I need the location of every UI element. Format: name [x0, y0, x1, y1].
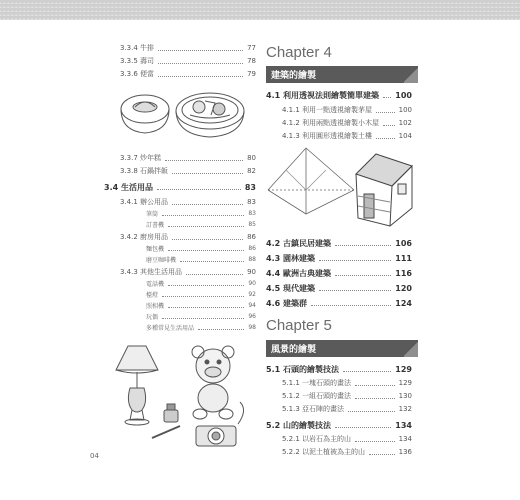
bento-illustration — [115, 85, 255, 147]
toc-entry[interactable]: 3.3.6 便當 79 — [120, 70, 256, 78]
page-number: 04 — [90, 452, 99, 460]
toc-subentry[interactable]: 照相機 94 — [146, 302, 256, 310]
toc-entry[interactable]: 4.1.2 利用兩點透視繪製小木屋 102 — [282, 119, 412, 127]
toc-subentry[interactable]: 電話機 90 — [146, 280, 256, 288]
toc-entry[interactable]: 4.1.1 利用一點透視繪製茅屋 100 — [282, 106, 412, 114]
toc-subentry[interactable]: 訂書機 85 — [146, 221, 256, 229]
toc-entry[interactable]: 5.2.1 以岩石為主的山 134 — [282, 435, 412, 443]
toc-section[interactable]: 5.2 山的繪製技法 134 — [266, 421, 412, 430]
toc-entry[interactable]: 5.1.2 一組石頭的畫法 130 — [282, 392, 412, 400]
toc-section[interactable]: 5.1 石頭的繪製技法 129 — [266, 365, 412, 374]
toc-entry[interactable]: 5.1.1 一塊石頭的畫法 129 — [282, 379, 412, 387]
toc-section[interactable]: 3.4 生活用品 83 — [104, 183, 256, 192]
toc-section[interactable]: 4.6 建築群 124 — [266, 299, 412, 308]
toc-subentry[interactable]: 麵包機 86 — [146, 245, 256, 253]
bar-corner-decoration — [404, 66, 418, 83]
toc-entry[interactable]: 3.3.4 牛排 77 — [120, 44, 256, 52]
toc-entry[interactable]: 5.2.2 以泥土植被為主的山 136 — [282, 448, 412, 456]
toc-section[interactable]: 4.1 利用透視法則繪製簡單建築 100 — [266, 91, 412, 100]
toc-entry[interactable]: 3.3.5 壽司 78 — [120, 57, 256, 65]
chapter4-heading-bar — [266, 66, 418, 83]
toc-entry[interactable]: 3.3.7 炒年糕 80 — [120, 154, 256, 162]
toc-entry[interactable]: 4.1.3 利用圓形透視繪製土樓 104 — [282, 132, 412, 140]
bar-corner-decoration — [404, 340, 418, 357]
toc-subentry[interactable]: 玩偶 96 — [146, 313, 256, 321]
toc-entry[interactable]: 3.4.2 廚房用品 86 — [120, 233, 256, 241]
toc-subentry[interactable]: 筆筒 83 — [146, 210, 256, 218]
toc-entry[interactable]: 5.1.3 亞石陣的畫法 132 — [282, 405, 412, 413]
toc-subentry[interactable]: 多種常見生活用品 98 — [146, 324, 256, 332]
chapter4-heading: 建築的繪製 — [271, 71, 317, 81]
toc-entry[interactable]: 3.4.3 其他生活用品 90 — [120, 268, 256, 276]
toc-subentry[interactable]: 檯燈 92 — [146, 291, 256, 299]
toc-subentry[interactable]: 磨豆咖啡機 88 — [146, 256, 256, 264]
toc-entry[interactable]: 3.4.1 辦公用品 83 — [120, 198, 256, 206]
chapter4-title: Chapter 4 — [266, 44, 332, 61]
chapter5-heading-bar — [266, 340, 418, 357]
household-items-illustration — [108, 340, 258, 450]
toc-section[interactable]: 4.2 古鎮民居建築 106 — [266, 239, 412, 248]
toc-section[interactable]: 4.3 園林建築 111 — [266, 254, 412, 263]
perspective-house-illustration — [266, 144, 416, 232]
toc-entry[interactable]: 3.3.8 石鍋拌飯 82 — [120, 167, 256, 175]
chapter5-title: Chapter 5 — [266, 317, 332, 334]
toc-section[interactable]: 4.4 歐洲古典建築 116 — [266, 269, 412, 278]
chapter5-heading: 風景的繪製 — [271, 345, 317, 355]
toc-section[interactable]: 4.5 現代建築 120 — [266, 284, 412, 293]
top-pattern-band — [0, 0, 520, 20]
